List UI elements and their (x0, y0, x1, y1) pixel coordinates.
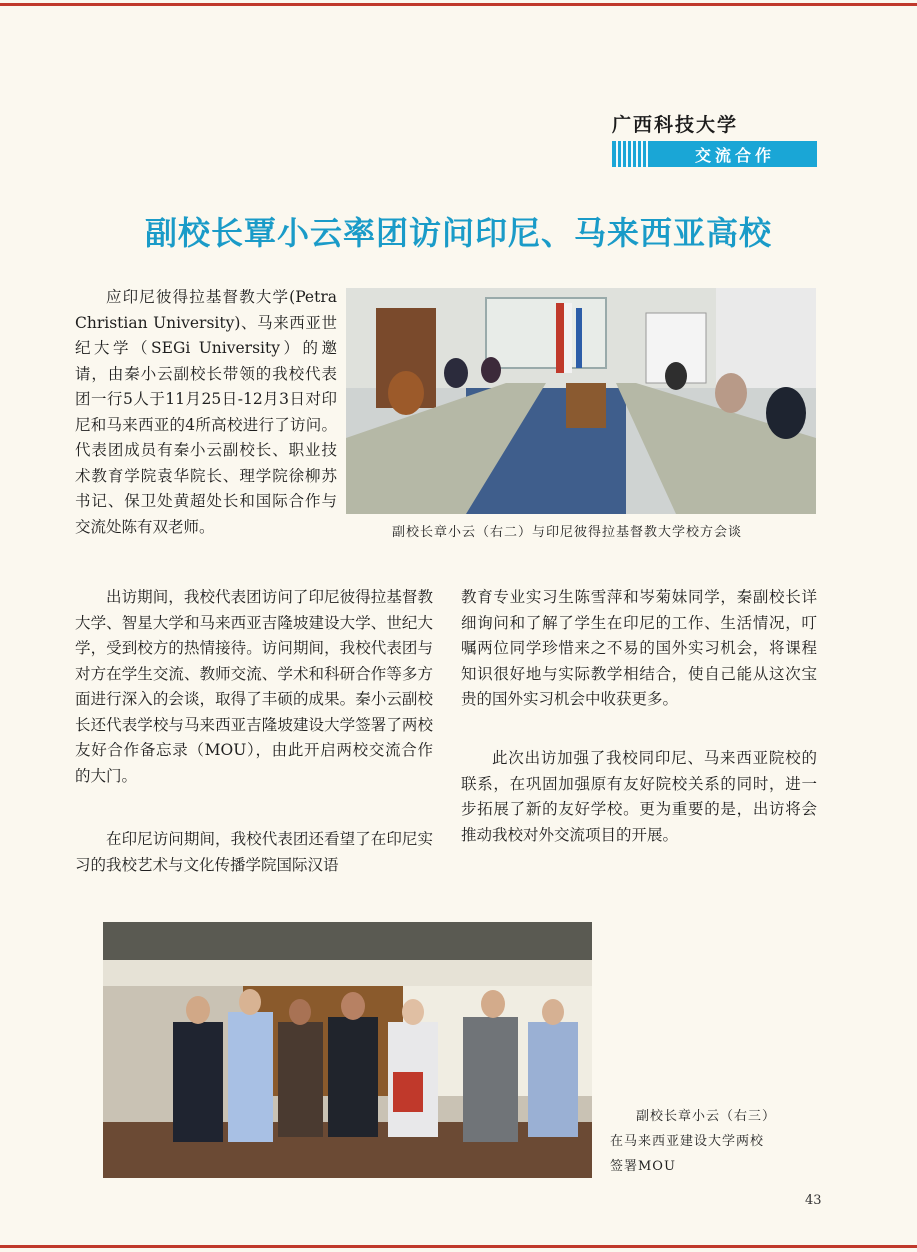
paragraph-3: 在印尼访问期间，我校代表团还看望了在印尼实习的我校艺术与文化传播学院国际汉语 (75, 830, 433, 874)
photo-caption-2-line-1: 副校长章小云（右三） (636, 1109, 777, 1124)
paragraph-2: 出访期间，我校代表团访问了印尼彼得拉基督教大学、智星大学和马来西亚吉隆坡建设大学、世纪大学，受到校方的热情接待。访问期间，我校代表团与对方在学生交流、教师交流、学术和科研合作等多方面进行深入的会谈，取得了丰硕的成果。秦小云副校长还代表学校与马来西亚吉隆坡建设大学签署了两校友好合作备忘录（MOU），由此开启两校交流合作的大门。 (75, 588, 433, 785)
signing-photo (103, 922, 592, 1178)
section-label: 交流合作 (694, 146, 775, 165)
meeting-photo (346, 288, 816, 514)
paragraph-3-continued: 教育专业实习生陈雪萍和岑菊妹同学，秦副校长详细询问和了解了学生在印尼的工作、生活情况，叮嘱两位同学珍惜来之不易的国外实习机会，将课程知识很好地与实际教学相结合，使自己能从这次宝贵的国外实习机会中收获更多。 (461, 588, 817, 708)
paragraph-1: 应印尼彼得拉基督教大学(Petra Christian University)、马来西亚世纪大学（SEGi University）的邀请，由秦小云副校长带领的我校代表团一行5人于11月25日-12月3日对印尼和马来西亚的4所高校进行了访问。代表团成员有秦小云副校长、职业技术教育学院袁华院长、理学院徐柳苏书记、保卫处黄超处长和国际合作与交流处陈有双老师。 (75, 288, 337, 536)
university-name: 广西科技大学 (612, 114, 739, 136)
photo-caption-1: 副校长章小云（右二）与印尼彼得拉基督教大学校方会谈 (392, 525, 743, 540)
banner-stripes (616, 141, 650, 167)
section-banner (612, 141, 817, 167)
meeting-photo-image (346, 288, 816, 514)
photo-caption-2-line-2: 在马来西亚建设大学两校 (610, 1134, 765, 1149)
article-title: 副校长覃小云率团访问印尼、马来西亚高校 (144, 214, 772, 252)
photo-caption-2-line-3: 签署MOU (610, 1159, 676, 1174)
signing-photo-image (103, 922, 592, 1178)
journal-header (612, 110, 817, 167)
page-number: 43 (805, 1193, 822, 1208)
paragraph-4: 此次出访加强了我校同印尼、马来西亚院校的联系，在巩固加强原有友好院校关系的同时，进一步拓展了新的友好学校。更为重要的是，出访将会推动我校对外交流项目的开展。 (461, 749, 817, 844)
bottom-rule (0, 1245, 917, 1248)
top-rule (0, 3, 917, 6)
